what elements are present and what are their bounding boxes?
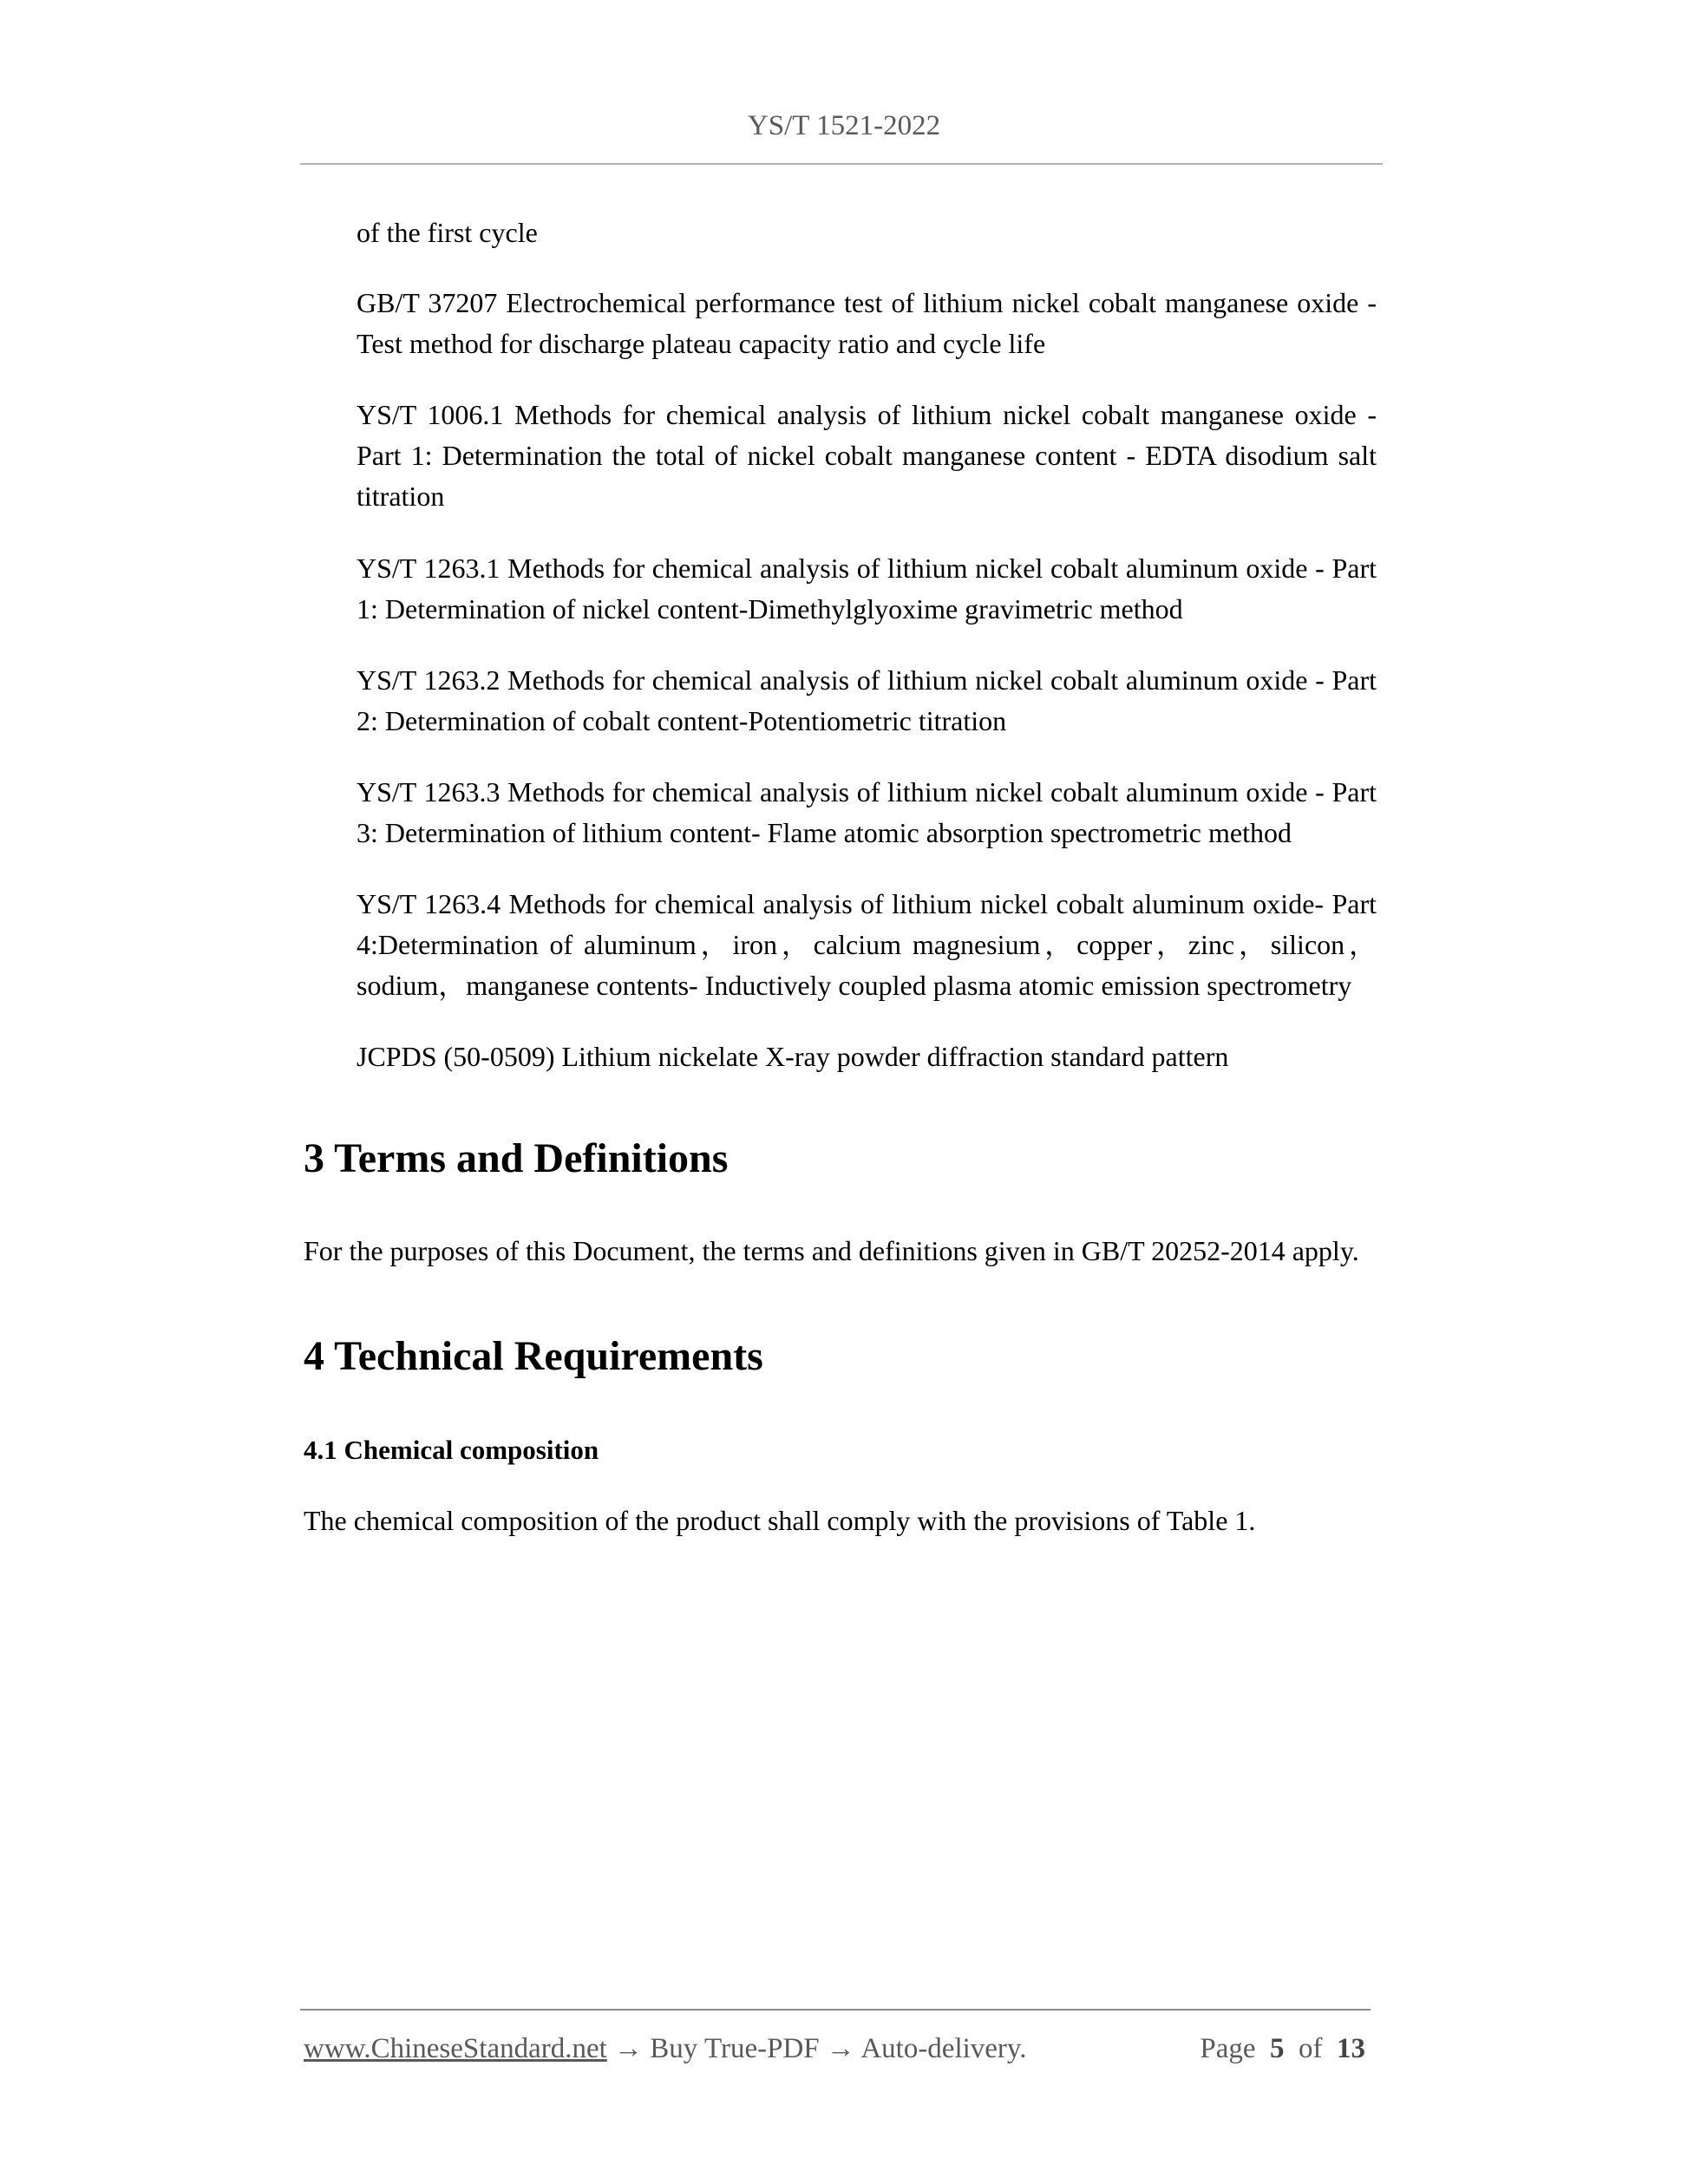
- section-4-1-text: The chemical composition of the product shall comply with the provisions of Table 1.: [304, 1505, 1256, 1536]
- arrow-icon: →: [826, 2033, 855, 2064]
- reference-text: GB/T 37207 Electrochemical performance test of lithium nickel cobalt manganese oxide - Test method for discharge plateau capacity ratio and cycle life: [357, 287, 1377, 359]
- reference-text: YS/T 1263.3 Methods for chemical analysis of lithium nickel cobalt aluminum oxide - Part 3: Determination of lithium content- Flame atomic absorption spectrometric method: [357, 776, 1377, 848]
- reference-item-2: [357, 283, 1377, 364]
- reference-text: of the first cycle: [357, 217, 538, 248]
- footer-divider: [300, 2009, 1371, 2011]
- reference-text: YS/T 1263.2 Methods for chemical analysis of lithium nickel cobalt aluminum oxide - Part 2: Determination of cobalt content-Potentiometric titration: [357, 664, 1377, 736]
- buy-pdf-text: Buy True-PDF: [650, 2033, 820, 2064]
- section-4-heading: 4 Technical Requirements: [304, 1333, 763, 1379]
- reference-item-7: [357, 884, 1377, 1006]
- header-divider: [300, 163, 1383, 165]
- reference-item-3: [357, 395, 1377, 517]
- reference-text: YS/T 1006.1 Methods for chemical analysis of lithium nickel cobalt manganese oxide - Part 1: Determination the total of nickel cobalt manganese content - EDTA disodium salt titration: [357, 399, 1377, 512]
- reference-text: YS/T 1263.1 Methods for chemical analysis of lithium nickel cobalt aluminum oxide - Part 1: Determination of nickel content-Dimethylglyoxime gravimetric method: [357, 553, 1377, 624]
- page-indicator: [1200, 2030, 1365, 2068]
- page-number: 5: [1270, 2033, 1285, 2064]
- reference-text: JCPDS (50-0509) Lithium nickelate X-ray powder diffraction standard pattern: [357, 1041, 1229, 1072]
- reference-item-6: [357, 772, 1377, 853]
- reference-item-4: [357, 548, 1377, 630]
- total-pages: 13: [1337, 2033, 1365, 2064]
- auto-delivery-text: Auto-delivery.: [860, 2033, 1027, 2064]
- reference-item-5: [357, 660, 1377, 742]
- section-4-1-heading: 4.1 Chemical composition: [304, 1435, 599, 1465]
- reference-text: YS/T 1263.4 Methods for chemical analysis of lithium nickel cobalt aluminum oxide- Part 4:Determination of aluminum，iron，calcium magnesium，copper，zinc，silicon，sodium，manganese contents- Inductively coupled plasma atomic emission spectrometry: [357, 888, 1377, 1001]
- section-3-heading: 3 Terms and Definitions: [304, 1135, 729, 1181]
- website-link[interactable]: www.ChineseStandard.net: [304, 2033, 607, 2064]
- of-label: of: [1299, 2033, 1323, 2064]
- arrow-icon: →: [614, 2033, 644, 2064]
- reference-item-1: [357, 213, 1377, 253]
- page-label: Page: [1200, 2033, 1256, 2064]
- reference-item-8: [357, 1036, 1377, 1077]
- section-3-text: For the purposes of this Document, the terms and definitions given in GB/T 20252-2014 apply.: [304, 1235, 1359, 1266]
- footer-links: [304, 2030, 1027, 2068]
- header-document-code: YS/T 1521-2022: [747, 110, 941, 141]
